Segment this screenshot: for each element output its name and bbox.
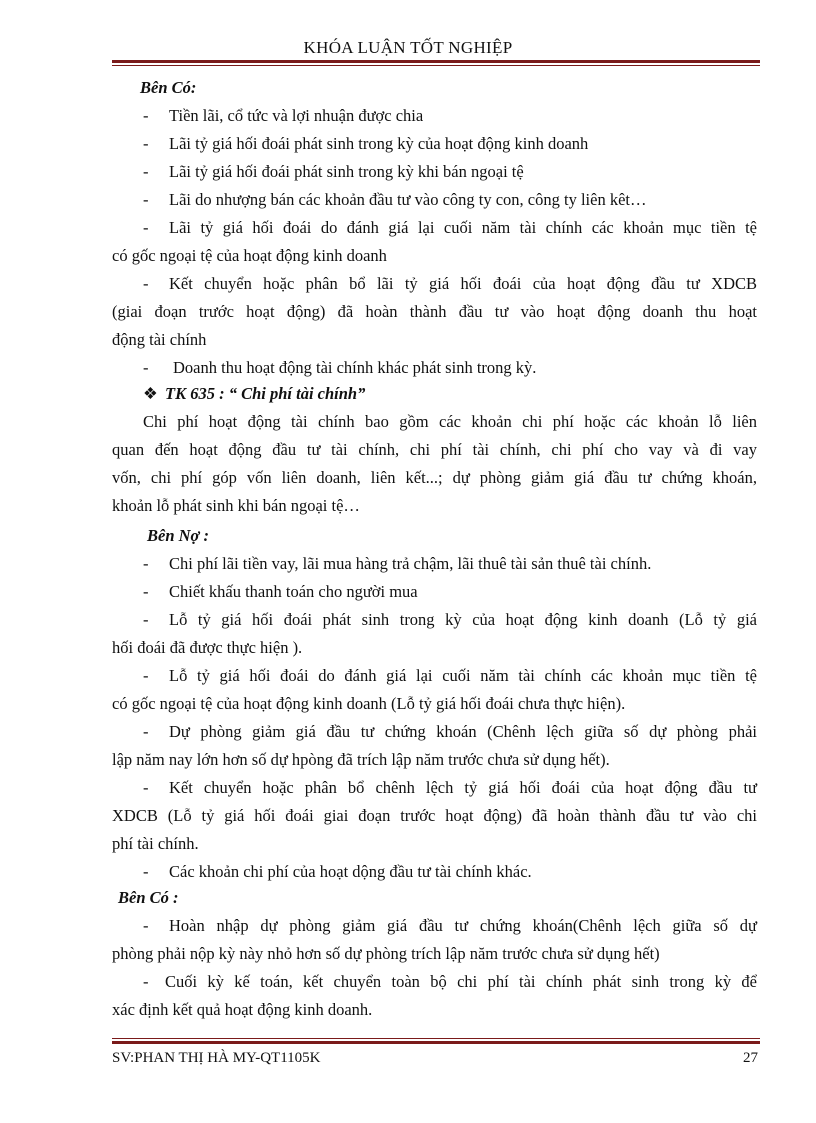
list-item: - Dự phòng giảm giá đầu tư chứng khoán (Chênh lệch giữa số dự phòng phải — [143, 722, 757, 741]
paragraph-line: Chi phí hoạt động tài chính bao gồm các khoản chi phí hoặc các khoản lỗ liên — [143, 412, 757, 431]
list-item: - Lãi tỷ giá hối đoái phát sinh trong kỳ của hoạt động kinh doanh — [143, 134, 589, 153]
diamond-bullet-icon: ❖ — [143, 384, 158, 403]
list-item-continuation: hối đoái đã được thực hiện ). — [112, 638, 303, 657]
list-item: - Các khoản chi phí của hoạt dộng đầu tư tài chính khác. — [143, 862, 532, 881]
list-item: - Chi phí lãi tiền vay, lãi mua hàng trả chậm, lãi thuê tài sản thuê tài chính. — [143, 554, 652, 573]
list-item: - Lãi do nhượng bán các khoản đầu tư vào công ty con, công ty liên kêt… — [143, 190, 647, 209]
list-item-continuation: lập năm nay lớn hơn số dự hpòng đã trích lập năm trước chưa sử dụng hết). — [112, 750, 610, 769]
list-item-continuation: động tài chính — [112, 330, 207, 349]
list-item: - Lỗ tỷ giá hối đoái phát sinh trong kỳ của hoạt động kinh doanh (Lỗ tỷ giá — [143, 610, 757, 629]
list-item-continuation: có gốc ngoại tệ của hoạt động kinh doanh — [112, 246, 387, 265]
list-item: - Kết chuyển hoặc phân bổ chênh lệch tỷ giá hối đoái của hoạt động đầu tư — [143, 778, 757, 797]
list-item-continuation: (giai đoạn trước hoạt động) đã hoàn thành đầu tư vào hoạt động doanh thu hoạt — [112, 302, 757, 321]
list-item: - Lãi tỷ giá hối đoái phát sinh trong kỳ khi bán ngoại tệ — [143, 162, 524, 181]
list-item: - Hoàn nhập dự phòng giảm giá đầu tư chứng khoán(Chênh lệch giữa số dự — [143, 916, 757, 935]
header-rule — [112, 60, 760, 66]
list-item-continuation: XDCB (Lỗ tỷ giá hối đoái giai đoạn trước hoạt động) đã hoàn thành đầu tư vào chi — [112, 806, 757, 825]
list-item: - Lãi tỷ giá hối đoái do đánh giá lại cuối năm tài chính các khoản mục tiền tệ — [143, 218, 757, 237]
ben-co-heading: Bên Có: — [140, 78, 197, 97]
paragraph-line: quan đến hoạt động đầu tư tài chính, chi phí tài chính, chi phí cho vay và đi vay — [112, 440, 757, 459]
tk635-heading: ❖ TK 635 : “ Chi phí tài chính” — [143, 384, 366, 403]
ben-co-heading: Bên Có : — [118, 888, 179, 907]
list-item-continuation: phòng phải nộp kỳ này nhỏ hơn số dự phòng trích lập năm trước chưa sử dụng hết) — [112, 944, 660, 963]
ben-no-heading: Bên Nợ : — [147, 526, 210, 545]
paragraph-line: khoản lỗ phát sinh khi bán ngoại tệ… — [112, 496, 360, 515]
page-header-title: KHÓA LUẬN TỐT NGHIỆP — [303, 38, 513, 57]
list-item-continuation: có gốc ngoại tệ của hoạt động kinh doanh (Lỗ tỷ giá hối đoái chưa thực hiện). — [112, 694, 626, 713]
list-item: - Kết chuyển hoặc phân bổ lãi tỷ giá hối đoái của hoạt động đầu tư XDCB — [143, 274, 757, 293]
footer-rule — [112, 1038, 760, 1044]
list-item-continuation: phí tài chính. — [112, 834, 199, 853]
list-item: - Doanh thu hoạt động tài chính khác phát sinh trong kỳ. — [143, 358, 537, 377]
paragraph-line: vốn, chi phí góp vốn liên doanh, liên kết...; dự phòng giảm giá đầu tư chứng khoán, — [112, 468, 757, 487]
list-item: - Lỗ tỷ giá hối đoái do đánh giá lại cuối năm tài chính các khoản mục tiền tệ — [143, 666, 757, 685]
footer-author: SV:PHAN THỊ HÀ MY-QT1105K — [112, 1050, 321, 1066]
list-item: - Tiền lãi, cổ tức và lợi nhuận được chia — [143, 106, 424, 125]
list-item-continuation: xác định kết quả hoạt động kinh doanh. — [112, 1000, 373, 1019]
list-item: - Cuối kỳ kế toán, kết chuyển toàn bộ chi phí tài chính phát sinh trong kỳ để — [143, 972, 757, 991]
list-item: - Chiết khấu thanh toán cho người mua — [143, 582, 418, 601]
page-number: 27 — [743, 1050, 758, 1066]
